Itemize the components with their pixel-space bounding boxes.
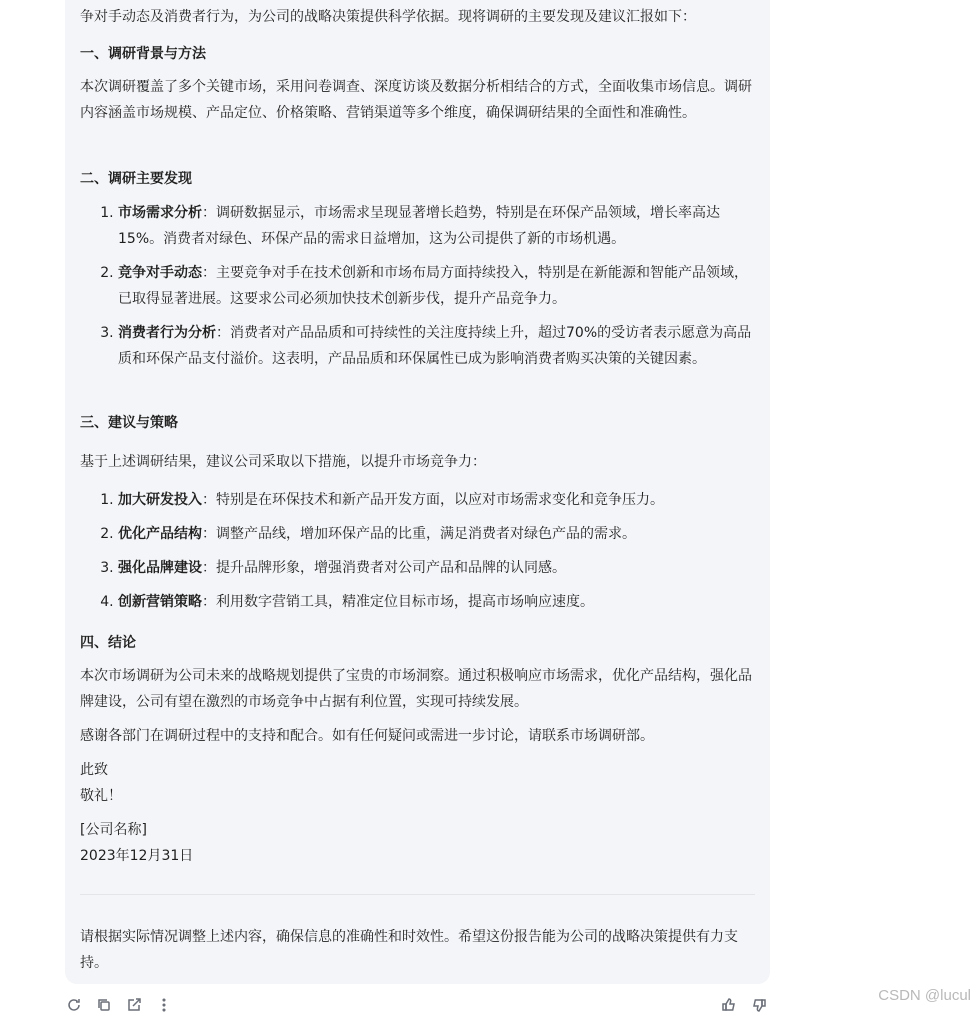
list-item bbox=[118, 521, 760, 547]
copy-icon[interactable] bbox=[95, 996, 113, 1014]
closing-line-2: 敬礼！ bbox=[80, 788, 122, 804]
share-icon[interactable] bbox=[125, 996, 143, 1014]
list-item-text: ：消费者对产品品质和可持续性的关注度持续上升，超过70%的受访者表示愿意为高品质和环保产品支付溢价。这表明，产品品质和环保属性已成为影响消费者购买决策的关键因素。 bbox=[118, 325, 752, 367]
message-toolbar bbox=[65, 996, 770, 1016]
section-title-background: 一、调研背景与方法 bbox=[80, 46, 206, 62]
more-icon[interactable] bbox=[155, 996, 173, 1014]
list-item-text: ：特别是在环保技术和新产品开发方面，以应对市场需求变化和竞争压力。 bbox=[202, 492, 664, 508]
list-item-text: ：提升品牌形象，增强消费者对公司产品和品牌的认同感。 bbox=[202, 560, 566, 576]
list-item-bold: 加大研发投入 bbox=[118, 492, 202, 508]
suggestions-intro: 基于上述调研结果，建议公司采取以下措施，以提升市场竞争力： bbox=[80, 454, 486, 470]
section-title-suggestions: 三、建议与策略 bbox=[80, 415, 178, 431]
divider bbox=[80, 894, 755, 895]
list-item bbox=[118, 260, 760, 312]
footer-note: 请根据实际情况调整上述内容，确保信息的准确性和时效性。希望这份报告能为公司的战略决策提供有力支持。 bbox=[80, 929, 738, 971]
list-item-bold: 优化产品结构 bbox=[118, 526, 202, 542]
list-item-text: ：调整产品线，增加环保产品的比重，满足消费者对绿色产品的需求。 bbox=[202, 526, 636, 542]
closing-line-1: 此致 bbox=[80, 762, 108, 778]
section-title-conclusion: 四、结论 bbox=[80, 635, 136, 651]
list-item bbox=[118, 589, 760, 615]
list-item-text: ：调研数据显示，市场需求呈现显著增长趋势，特别是在环保产品领域，增长率高达15%。消费者对绿色、环保产品的需求日益增加，这为公司提供了新的市场机遇。 bbox=[118, 205, 720, 247]
list-item bbox=[118, 320, 760, 372]
thumbs-down-icon[interactable] bbox=[750, 996, 768, 1014]
list-item-bold: 竞争对手动态 bbox=[118, 265, 202, 281]
message-card bbox=[65, 0, 770, 984]
list-item-bold: 市场需求分析 bbox=[118, 205, 202, 221]
refresh-icon[interactable] bbox=[65, 996, 83, 1014]
csdn-watermark: CSDN @lucul bbox=[878, 987, 971, 1004]
list-item-bold: 创新营销策略 bbox=[118, 594, 202, 610]
section-body-background: 本次调研覆盖了多个关键市场，采用问卷调查、深度访谈及数据分析相结合的方式，全面收集市场信息。调研内容涵盖市场规模、产品定位、价格策略、营销渠道等多个维度，确保调研结果的全面性和准确性。 bbox=[80, 79, 752, 121]
list-item bbox=[118, 200, 760, 252]
thanks-text: 感谢各部门在调研过程中的支持和配合。如有任何疑问或需进一步讨论，请联系市场调研部。 bbox=[80, 728, 654, 744]
conclusion-body: 本次市场调研为公司未来的战略规划提供了宝贵的市场洞察。通过积极响应市场需求，优化产品结构，强化品牌建设，公司有望在激烈的市场竞争中占据有利位置，实现可持续发展。 bbox=[80, 668, 752, 710]
findings-list bbox=[80, 200, 760, 372]
list-item-text: ：利用数字营销工具，精准定位目标市场，提高市场响应速度。 bbox=[202, 594, 594, 610]
suggestions-list bbox=[80, 487, 760, 615]
list-item-bold: 强化品牌建设 bbox=[118, 560, 202, 576]
list-item-text: ：主要竞争对手在技术创新和市场布局方面持续投入，特别是在新能源和智能产品领域，已取得显著进展。这要求公司必须加快技术创新步伐，提升产品竞争力。 bbox=[118, 265, 748, 307]
list-item bbox=[118, 487, 760, 513]
thumbs-up-icon[interactable] bbox=[720, 996, 738, 1014]
list-item-bold: 消费者行为分析 bbox=[118, 325, 216, 341]
company-name: [公司名称] bbox=[80, 822, 147, 838]
list-item bbox=[118, 555, 760, 581]
report-date: 2023年12月31日 bbox=[80, 848, 194, 864]
section-title-findings: 二、调研主要发现 bbox=[80, 171, 192, 187]
intro-text: 争对手动态及消费者行为，为公司的战略决策提供科学依据。现将调研的主要发现及建议汇报如下： bbox=[80, 9, 696, 25]
